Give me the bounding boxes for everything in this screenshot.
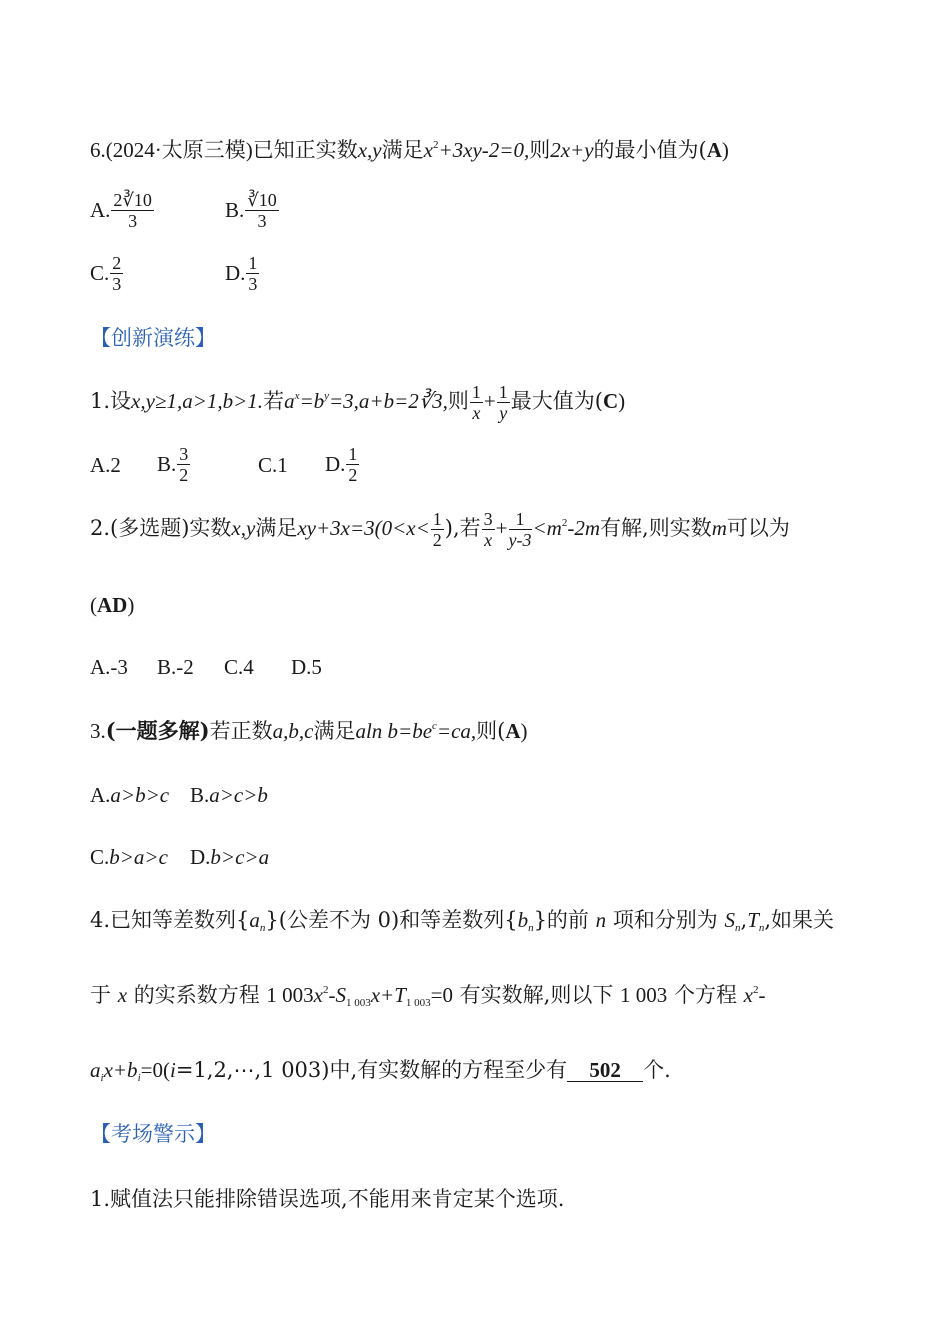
p4-answer-blank	[567, 1060, 643, 1082]
p4-l1d: 项和分别为	[612, 908, 718, 932]
p4-l3a-sub: i	[100, 1072, 104, 1084]
p2-frac-half	[431, 509, 444, 550]
p4-T-sub: n	[758, 922, 765, 934]
p1-answer: C	[602, 389, 619, 413]
q6-option-c-num: 2	[112, 253, 122, 273]
q6-option-b-num: ∛10	[247, 190, 277, 210]
p4-bn-sub: n	[528, 922, 534, 934]
p2-frac-a-num: 3	[483, 509, 493, 529]
p4-comma: ,	[740, 908, 748, 932]
p1-tail: 最大值为(	[510, 389, 603, 413]
p1-frac2	[497, 382, 510, 423]
p4-l3b: x+b	[103, 1058, 138, 1082]
p4-l2b: 的实系数方程	[133, 983, 260, 1007]
p2-frac-b-den: y-3	[508, 530, 532, 550]
p4-cnt: 1 003	[620, 983, 668, 1007]
q6-option-a-num: 2∛10	[113, 190, 152, 210]
p1-option-b-label: B.	[157, 452, 177, 476]
p1-pre: 1.设	[90, 389, 132, 413]
p2-t2: ),若	[444, 516, 481, 540]
q6-option-d-label: D.	[225, 261, 246, 285]
p2-frac-a-den: x	[484, 530, 493, 550]
p2-answer-line	[90, 595, 134, 616]
p3-option-d-label: D.	[190, 845, 211, 869]
p4-an-sub: n	[259, 922, 266, 934]
p2-t4: 可以为	[726, 516, 790, 540]
p2-frac-a	[482, 509, 495, 550]
p4-coef: 1 003	[266, 983, 314, 1007]
q6-source: (2024·太原三模)	[105, 138, 253, 162]
q6-answer: A	[706, 138, 722, 162]
p1-option-d-label: D.	[325, 452, 346, 476]
p3-option-c-value: b>a>c	[109, 845, 168, 869]
p4-l3a: a	[90, 1058, 101, 1082]
p4-x3: x	[743, 983, 753, 1007]
p4-S-sub: n	[735, 922, 741, 934]
p3-tag: (一题多解)	[105, 718, 210, 743]
p4-l1c: }的前	[533, 908, 589, 932]
p2-frac-half-den: 2	[432, 530, 442, 550]
q6-option-c-frac	[110, 253, 123, 294]
p2-option-c: C.4	[224, 655, 254, 679]
q6-expr: 2x+y	[550, 138, 594, 162]
p2-option-d: D.5	[291, 655, 322, 679]
p3-option-d-value: b>c>a	[210, 845, 270, 869]
p2-exp: 2	[561, 517, 568, 529]
p1-close: )	[618, 389, 626, 413]
p4-answer: 502	[589, 1058, 621, 1082]
p3-option-c-label: C.	[90, 845, 110, 869]
p4-l2f: 个方程	[673, 983, 737, 1007]
p3-eq3: =ca,	[436, 719, 477, 743]
q6-vars: x,y	[357, 138, 382, 162]
q6-option-c-label: C.	[90, 261, 110, 285]
q6-number: 6.	[90, 138, 106, 162]
p4-T2-sub: 1 003	[405, 997, 431, 1009]
warning-item-1: 1.赋值法只能排除错误选项,不能用来肯定某个选项.	[90, 1187, 565, 1211]
p4-l1b: }(公差不为 0)和等差数列{	[265, 908, 518, 932]
p3-option-b	[190, 785, 268, 806]
p1-eq: a	[284, 389, 295, 413]
p4-x: x	[117, 983, 128, 1007]
p1-eq3: =3,a+b=2∛3,	[329, 389, 448, 413]
p3-option-b-label: B.	[190, 783, 210, 807]
p2-eq: xy+3x=3(0<x<	[297, 516, 430, 540]
p1-option-b-frac	[177, 444, 190, 485]
q6-option-a-label: A.	[90, 198, 111, 222]
q6-option-c	[90, 253, 124, 294]
p1-stem	[90, 382, 625, 423]
q6-option-b-frac	[245, 190, 278, 231]
q6-text1: 已知正实数	[252, 138, 358, 162]
p3-stem	[90, 720, 528, 742]
section-innovation-title: 【创新演练】	[90, 326, 216, 350]
p4-n: n	[595, 908, 607, 932]
p1-option-d-den: 2	[348, 465, 358, 485]
p3-number: 3.	[90, 719, 106, 743]
q6-text3: 则	[529, 138, 551, 162]
q6-option-d-frac	[246, 253, 259, 294]
q6-option-a-frac	[111, 190, 153, 231]
p3-vars: a,b,c	[272, 719, 314, 743]
p1-frac1-den: x	[472, 403, 481, 423]
p1-option-b	[157, 444, 191, 485]
p3-t1: 若正数	[209, 719, 273, 743]
p4-x3-exp: 2	[753, 984, 759, 996]
p1-frac2-den: y	[499, 403, 508, 423]
p1-option-b-den: 2	[179, 465, 189, 485]
p2-answer: AD	[97, 593, 128, 617]
q6-option-a	[90, 190, 155, 231]
q6-text4: 的最小值为(	[593, 138, 707, 162]
p4-bn: b	[517, 908, 529, 932]
p3-option-a-value: a>b>c	[110, 783, 170, 807]
p4-l2g: -	[758, 983, 766, 1007]
q6-option-d-den: 3	[248, 274, 258, 294]
p4-line3	[90, 1060, 671, 1084]
p4-l3i: i	[169, 1058, 176, 1082]
p4-l3e: 个.	[643, 1058, 671, 1082]
q6-option-a-den: 3	[128, 211, 138, 231]
q6-option-b-den: 3	[257, 211, 267, 231]
p1-ze: 则	[447, 389, 469, 413]
q6-eq-rest: +3xy-2=0,	[438, 138, 530, 162]
p3-option-d	[190, 847, 269, 868]
p3-option-b-value: a>c>b	[209, 783, 268, 807]
p1-frac1	[470, 382, 483, 423]
p1-cond: x,y≥1,a>1,b>1.	[131, 389, 264, 413]
p1-plus: +	[483, 389, 496, 413]
p3-eq2: ln b=be	[365, 719, 433, 743]
q6-option-d-num: 1	[248, 253, 258, 273]
p2-frac-half-num: 1	[432, 509, 442, 529]
q6-text2: 满足	[381, 138, 424, 162]
p4-l2a: 于	[90, 983, 111, 1007]
p2-ans-open: (	[90, 593, 97, 617]
p4-x2-exp: 2	[322, 984, 329, 996]
p3-exp: c	[432, 720, 437, 732]
p2-t1: 满足	[255, 516, 298, 540]
p1-ruo: 若	[263, 389, 285, 413]
p2-ans-close: )	[127, 593, 135, 617]
q6-eq-exp: 2	[432, 139, 439, 151]
p3-option-a-label: A.	[90, 783, 111, 807]
p4-S: S	[724, 908, 735, 932]
q6-close: )	[721, 138, 729, 162]
p4-line2	[90, 985, 766, 1009]
p2-plus: +	[495, 516, 508, 540]
section-warning-title: 【考场警示】	[90, 1122, 216, 1146]
p4-l2c: x+T	[370, 983, 406, 1007]
p2-stem	[90, 509, 790, 550]
p4-an: a	[249, 908, 260, 932]
p3-option-a	[90, 785, 169, 806]
p4-T: T	[747, 908, 759, 932]
p3-close: )	[520, 719, 528, 743]
p4-x2: x	[313, 983, 323, 1007]
q6-option-c-den: 3	[112, 274, 122, 294]
p2-t3: 有解,则实数	[600, 516, 712, 540]
p3-t3: 则(	[476, 719, 506, 743]
p4-line1	[90, 910, 834, 934]
p2-vars: x,y	[231, 516, 256, 540]
p4-l3d: =1,2,⋯,1 003)中,有实数解的方程至少有	[175, 1058, 568, 1082]
p2-option-b: B.-2	[157, 655, 194, 679]
p2-ineq2: -2m	[567, 516, 601, 540]
p1-frac1-num: 1	[471, 382, 481, 402]
q6-option-b-label: B.	[225, 198, 245, 222]
p4-l3b-sub: i	[137, 1072, 141, 1084]
p1-option-c: C.1	[258, 453, 288, 477]
p3-answer: A	[505, 719, 521, 743]
p2-pre: 2.(多选题)实数	[90, 516, 232, 540]
p4-l1a: 4.已知等差数列{	[90, 908, 250, 932]
p4-S2-sub: 1 003	[345, 997, 371, 1009]
p2-frac-b-num: 1	[509, 509, 532, 530]
p2-option-a: A.-3	[90, 655, 128, 679]
q6-stem	[90, 140, 729, 161]
p1-ex2: y	[324, 390, 330, 402]
p2-frac-b	[509, 509, 532, 550]
q6-option-d	[225, 253, 260, 294]
q6-option-b	[225, 190, 280, 231]
p3-eq1: a	[355, 719, 366, 743]
p4-minus: -S	[328, 983, 346, 1007]
p4-l1e: ,如果关	[764, 908, 835, 932]
p2-m: m	[711, 516, 727, 540]
p3-option-c	[90, 847, 168, 868]
p1-option-a: A.2	[90, 453, 121, 477]
p3-t2: 满足	[313, 719, 356, 743]
p1-ex1: x	[294, 390, 300, 402]
p1-frac2-num: 1	[498, 382, 508, 402]
p1-eq2: =b	[299, 389, 325, 413]
p4-l3c: =0(	[140, 1058, 170, 1082]
p1-option-d-num: 1	[348, 444, 358, 464]
p2-ineq: <m	[532, 516, 562, 540]
p1-option-d-frac	[346, 444, 359, 485]
p4-l2e: 有实数解,则以下	[459, 983, 614, 1007]
p1-option-d	[325, 444, 360, 485]
q6-eq-x: x	[423, 138, 433, 162]
p4-l2d: =0	[430, 983, 453, 1007]
p1-option-b-num: 3	[179, 444, 189, 464]
